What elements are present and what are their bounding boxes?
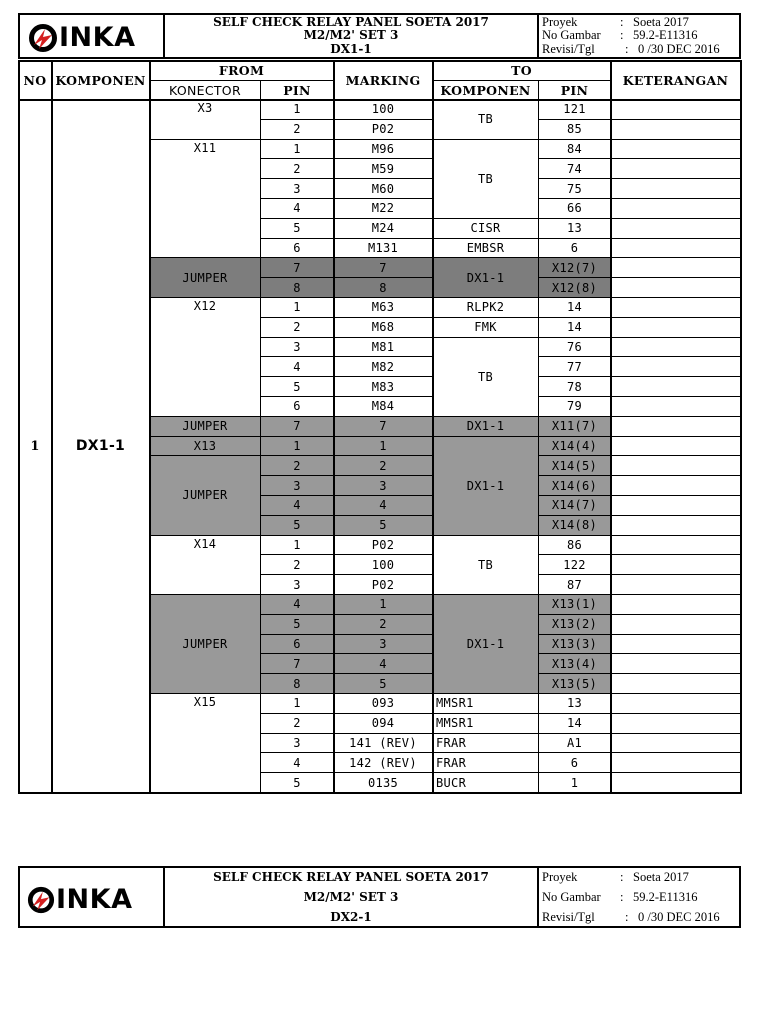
pin-cell: 7 — [260, 416, 334, 437]
to-pin-cell: 1 — [538, 772, 611, 793]
to-komponen-cell: TB — [432, 139, 539, 219]
to-pin-cell: X14(6) — [538, 475, 611, 496]
gambar-value: 59.2-E11316 — [633, 28, 698, 42]
marking-cell: 4 — [333, 495, 433, 516]
proyek-label: Proyek — [542, 15, 578, 29]
to-pin-cell: 79 — [538, 396, 611, 417]
to-pin-cell: X12(8) — [538, 277, 611, 298]
konector-cell: X11 — [149, 139, 261, 259]
to-pin-cell: 6 — [538, 752, 611, 773]
marking-cell: 4 — [333, 653, 433, 674]
to-pin-cell: X12(7) — [538, 257, 611, 278]
gambar-sep: : — [620, 890, 624, 904]
col-header-keterangan: KETERANGAN — [610, 60, 741, 100]
pin-cell: 6 — [260, 396, 334, 417]
col-header-konector: KONECTOR — [149, 80, 261, 100]
pin-cell: 4 — [260, 198, 334, 219]
pin-cell: 3 — [260, 574, 334, 595]
gambar-label: No Gambar — [542, 28, 601, 42]
to-komponen-cell: TB — [432, 337, 539, 417]
inka-logo-text: INKA — [56, 884, 133, 915]
revisi-label: Revisi/Tgl — [542, 910, 595, 924]
pin-cell: 7 — [260, 653, 334, 674]
marking-cell: P02 — [333, 119, 433, 140]
col-header-pin: PIN — [260, 80, 334, 100]
col-header-komponen: KOMPONEN — [51, 60, 150, 100]
marking-cell: M68 — [333, 317, 433, 338]
group-komponen: DX1-1 — [51, 99, 150, 793]
document-subtitle: M2/M2' SET 3 — [303, 28, 399, 42]
revisi-value: 0 /30 DEC 2016 — [638, 910, 720, 924]
pin-cell: 5 — [260, 614, 334, 635]
to-komponen-cell: TB — [432, 535, 539, 595]
konector-cell: JUMPER — [149, 416, 261, 437]
to-pin-cell: X14(8) — [538, 515, 611, 536]
to-pin-cell: X11(7) — [538, 416, 611, 437]
to-pin-cell: 87 — [538, 574, 611, 595]
pin-cell: 4 — [260, 752, 334, 773]
marking-cell: 100 — [333, 99, 433, 120]
to-pin-cell: 66 — [538, 198, 611, 219]
pin-cell: 3 — [260, 178, 334, 199]
marking-cell: 2 — [333, 614, 433, 635]
pin-cell: 2 — [260, 713, 334, 734]
pin-cell: 2 — [260, 158, 334, 179]
to-komponen-cell: TB — [432, 99, 539, 140]
pin-cell: 3 — [260, 733, 334, 754]
to-komponen-cell: DX1-1 — [432, 257, 539, 298]
marking-cell: M84 — [333, 396, 433, 417]
to-pin-cell: 77 — [538, 356, 611, 377]
marking-cell: 3 — [333, 475, 433, 496]
col-header-marking: MARKING — [333, 60, 433, 100]
to-pin-cell: 14 — [538, 317, 611, 338]
to-pin-cell: 14 — [538, 713, 611, 734]
pin-cell: 1 — [260, 693, 334, 714]
pin-cell: 6 — [260, 634, 334, 655]
to-komponen-cell: FMK — [432, 317, 539, 338]
marking-cell: M81 — [333, 337, 433, 358]
pin-cell: 1 — [260, 297, 334, 318]
marking-cell: 1 — [333, 594, 433, 615]
revisi-sep: : — [625, 42, 629, 56]
to-komponen-cell: MMSR1 — [432, 713, 539, 734]
col-header-to-pin: PIN — [538, 80, 611, 100]
document-title: SELF CHECK RELAY PANEL SOETA 2017 — [213, 870, 489, 884]
to-pin-cell: 84 — [538, 139, 611, 160]
marking-cell: M131 — [333, 238, 433, 259]
marking-cell: M96 — [333, 139, 433, 160]
marking-cell: 094 — [333, 713, 433, 734]
column-divider — [333, 60, 335, 794]
to-komponen-cell: RLPK2 — [432, 297, 539, 318]
pin-cell: 1 — [260, 535, 334, 556]
col-header-to: TO — [432, 60, 611, 81]
konector-cell: X14 — [149, 535, 261, 595]
konector-cell: JUMPER — [149, 594, 261, 694]
title-block-2 — [18, 866, 741, 928]
marking-cell: 2 — [333, 455, 433, 476]
pin-cell: 6 — [260, 238, 334, 259]
to-komponen-cell: DX1-1 — [432, 416, 539, 437]
to-pin-cell: X13(3) — [538, 634, 611, 655]
document-section: DX2-1 — [330, 910, 372, 924]
to-pin-cell: 85 — [538, 119, 611, 140]
pin-cell: 8 — [260, 673, 334, 694]
column-divider — [51, 60, 53, 794]
col-header-to-komponen: KOMPONEN — [432, 80, 539, 100]
to-pin-cell: 121 — [538, 99, 611, 120]
to-pin-cell: 78 — [538, 376, 611, 397]
pin-cell: 3 — [260, 475, 334, 496]
to-komponen-cell: EMBSR — [432, 238, 539, 259]
marking-cell: M24 — [333, 218, 433, 239]
to-pin-cell: X14(5) — [538, 455, 611, 476]
konector-cell: X12 — [149, 297, 261, 417]
marking-cell: 142 (REV) — [333, 752, 433, 773]
to-pin-cell: X13(2) — [538, 614, 611, 635]
to-pin-cell: A1 — [538, 733, 611, 754]
pin-cell: 2 — [260, 119, 334, 140]
pin-cell: 4 — [260, 356, 334, 377]
marking-cell: M22 — [333, 198, 433, 219]
pin-cell: 7 — [260, 257, 334, 278]
col-header-no: NO — [18, 60, 52, 100]
column-divider — [610, 60, 612, 794]
revisi-label: Revisi/Tgl — [542, 42, 595, 56]
marking-cell: M82 — [333, 356, 433, 377]
table-frame — [18, 60, 742, 794]
to-pin-cell: 74 — [538, 158, 611, 179]
to-komponen-cell: DX1-1 — [432, 594, 539, 694]
to-pin-cell: 14 — [538, 297, 611, 318]
column-divider — [432, 60, 434, 794]
gambar-value: 59.2-E11316 — [633, 890, 698, 904]
to-komponen-cell: FRAR — [432, 733, 539, 754]
pin-cell: 8 — [260, 277, 334, 298]
marking-cell: M60 — [333, 178, 433, 199]
pin-cell: 4 — [260, 495, 334, 516]
marking-cell: 093 — [333, 693, 433, 714]
pin-cell: 2 — [260, 554, 334, 575]
to-pin-cell: X14(7) — [538, 495, 611, 516]
marking-cell: 3 — [333, 634, 433, 655]
pin-cell: 4 — [260, 594, 334, 615]
marking-cell: M59 — [333, 158, 433, 179]
to-komponen-cell: MMSR1 — [432, 693, 539, 714]
to-pin-cell: X14(4) — [538, 436, 611, 457]
proyek-sep: : — [620, 870, 624, 884]
marking-cell: M83 — [333, 376, 433, 397]
to-pin-cell: X13(5) — [538, 673, 611, 694]
marking-cell: 7 — [333, 257, 433, 278]
to-pin-cell: X13(1) — [538, 594, 611, 615]
proyek-value: Soeta 2017 — [633, 15, 689, 29]
to-pin-cell: 6 — [538, 238, 611, 259]
pin-cell: 5 — [260, 218, 334, 239]
marking-cell: M63 — [333, 297, 433, 318]
marking-cell: 100 — [333, 554, 433, 575]
marking-cell: 5 — [333, 673, 433, 694]
document-title: SELF CHECK RELAY PANEL SOETA 2017 — [213, 15, 489, 29]
marking-cell: 0135 — [333, 772, 433, 793]
revisi-value: 0 /30 DEC 2016 — [638, 42, 720, 56]
konector-cell: X3 — [149, 99, 261, 140]
pin-cell: 1 — [260, 139, 334, 160]
to-pin-cell: 13 — [538, 693, 611, 714]
marking-cell: P02 — [333, 574, 433, 595]
marking-cell: 141 (REV) — [333, 733, 433, 754]
inka-logo-icon — [27, 886, 55, 914]
to-pin-cell: X13(4) — [538, 653, 611, 674]
gambar-label: No Gambar — [542, 890, 601, 904]
inka-logo-text: INKA — [59, 22, 136, 53]
marking-cell: 1 — [333, 436, 433, 457]
pin-cell: 3 — [260, 337, 334, 358]
proyek-label: Proyek — [542, 870, 578, 884]
marking-cell: P02 — [333, 535, 433, 556]
to-pin-cell: 13 — [538, 218, 611, 239]
pin-cell: 5 — [260, 772, 334, 793]
marking-cell: 5 — [333, 515, 433, 536]
pin-cell: 1 — [260, 436, 334, 457]
proyek-sep: : — [620, 15, 624, 29]
pin-cell: 5 — [260, 376, 334, 397]
konector-cell: JUMPER — [149, 257, 261, 298]
header-divider — [18, 99, 742, 101]
to-komponen-cell: CISR — [432, 218, 539, 239]
konector-cell: X13 — [149, 436, 261, 457]
marking-cell: 8 — [333, 277, 433, 298]
pin-cell: 1 — [260, 99, 334, 120]
col-header-from: FROM — [149, 60, 334, 81]
to-pin-cell: 76 — [538, 337, 611, 358]
konector-cell: X15 — [149, 693, 261, 793]
group-no: 1 — [18, 99, 52, 793]
proyek-value: Soeta 2017 — [633, 870, 689, 884]
gambar-sep: : — [620, 28, 624, 42]
inka-logo-2 — [27, 884, 132, 915]
to-pin-cell: 75 — [538, 178, 611, 199]
marking-cell: 7 — [333, 416, 433, 437]
document-subtitle: M2/M2' SET 3 — [303, 890, 399, 904]
revisi-sep: : — [625, 910, 629, 924]
konector-cell: JUMPER — [149, 455, 261, 535]
to-pin-cell: 86 — [538, 535, 611, 556]
pin-cell: 2 — [260, 317, 334, 338]
to-komponen-cell: BUCR — [432, 772, 539, 793]
to-pin-cell: 122 — [538, 554, 611, 575]
to-komponen-cell: DX1-1 — [432, 436, 539, 536]
pin-cell: 2 — [260, 455, 334, 476]
column-divider — [149, 60, 151, 794]
to-komponen-cell: FRAR — [432, 752, 539, 773]
document-section: DX1-1 — [330, 42, 372, 56]
pin-cell: 5 — [260, 515, 334, 536]
